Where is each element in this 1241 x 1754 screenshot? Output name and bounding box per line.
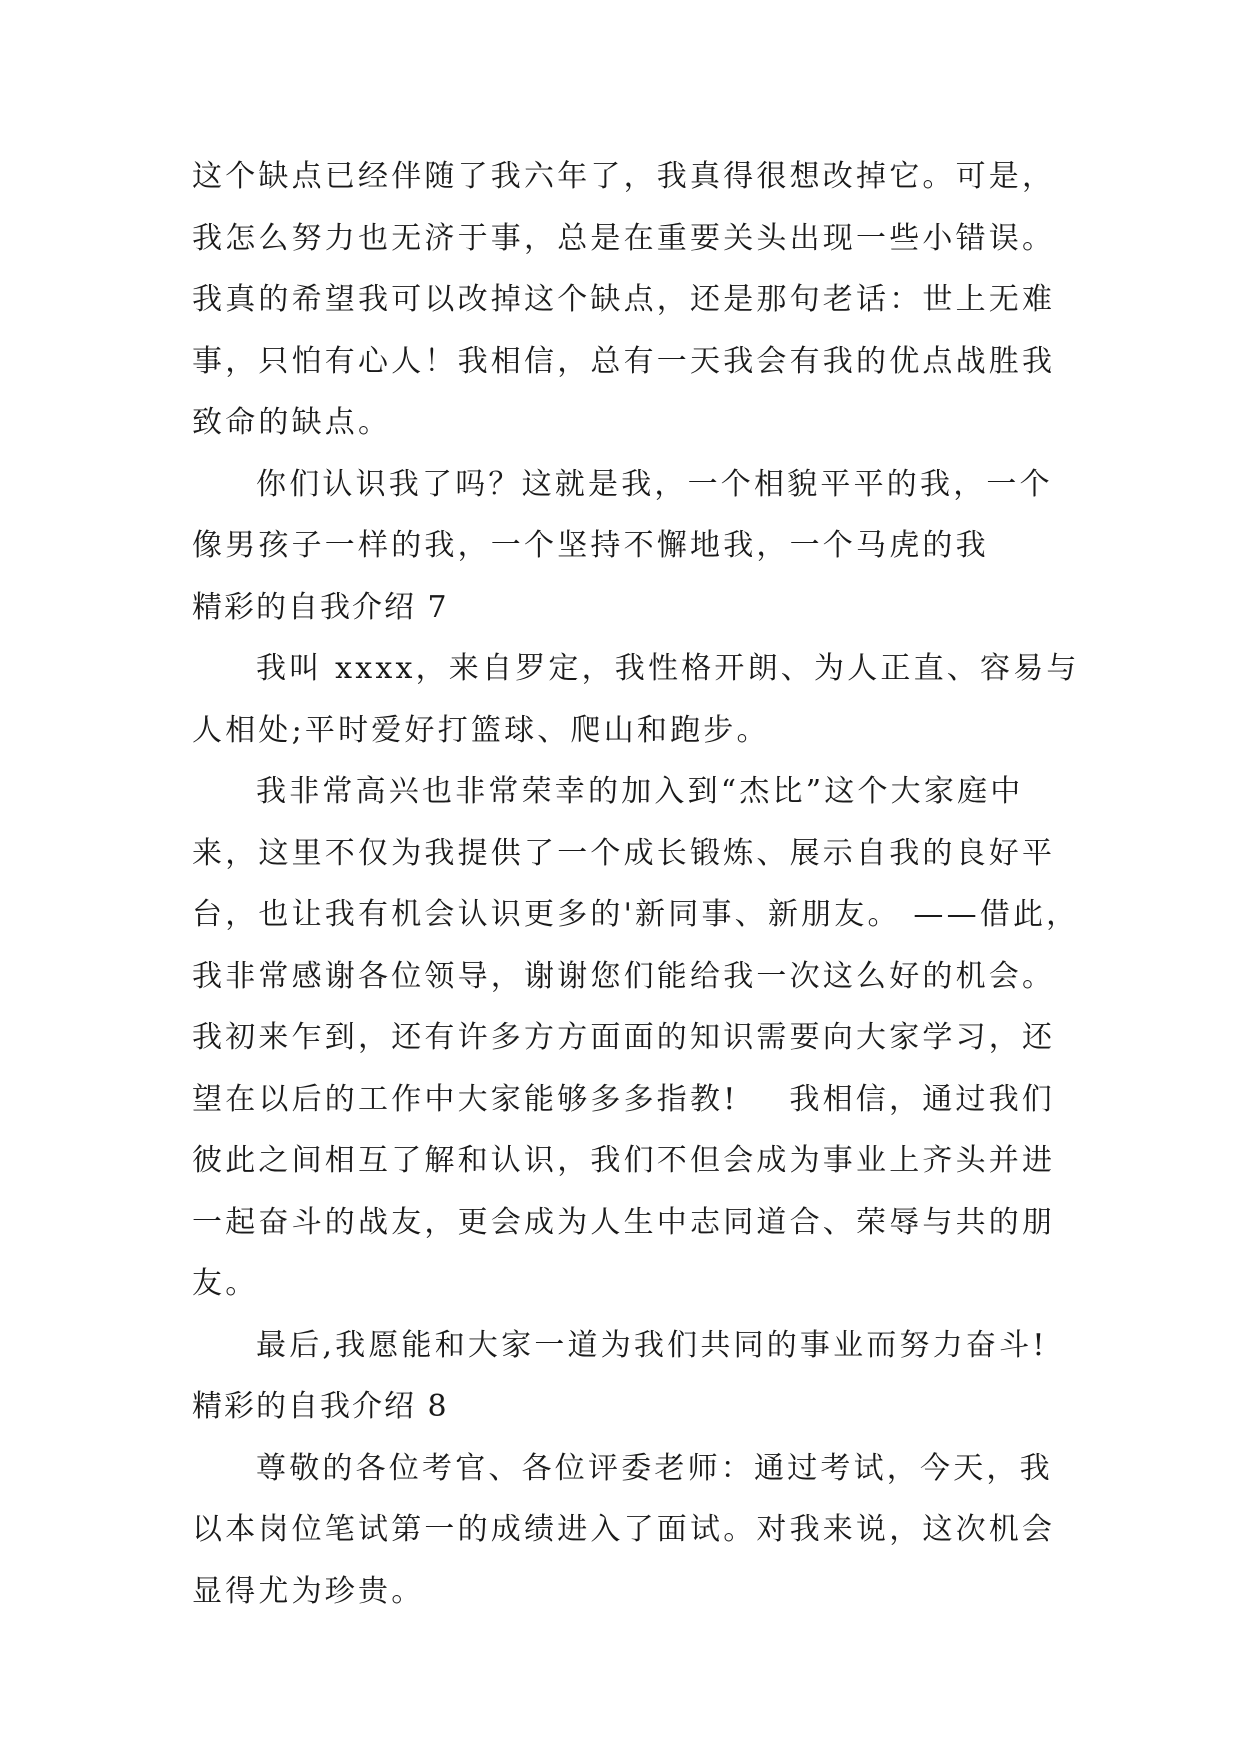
text-line: 我初来乍到，还有许多方方面面的知识需要向大家学习，还 <box>192 1020 1056 1055</box>
text-line: 我真的希望我可以改掉这个缺点，还是那句老话：世上无难 <box>192 282 1056 317</box>
text-line: 这个缺点已经伴随了我六年了，我真得很想改掉它。可是， <box>192 159 1056 194</box>
paragraph-first-line: 我非常高兴也非常荣幸的加入到“杰比”这个大家庭中 <box>256 774 1024 809</box>
text-line: 台，也让我有机会认识更多的'新同事、新朋友。 ——借此， <box>192 897 1080 932</box>
paragraph-first-line: 尊敬的各位考官、各位评委老师：通过考试，今天，我 <box>256 1450 1053 1486</box>
section-heading: 精彩的自我介绍 8 <box>192 1389 449 1424</box>
text-line: 望在以后的工作中大家能够多多指教! 我相信，通过我们 <box>192 1081 1055 1117</box>
section-heading: 精彩的自我介绍 7 <box>192 589 449 625</box>
text-line: 以本岗位笔试第一的成绩进入了面试。对我来说，这次机会 <box>192 1512 1056 1547</box>
text-line: 我非常感谢各位领导，谢谢您们能给我一次这么好的机会。 <box>192 958 1056 994</box>
text-line: 一起奋斗的战友，更会成为人生中志同道合、荣辱与共的朋 <box>192 1204 1056 1240</box>
text-line: 事，只怕有心人！我相信，总有一天我会有我的优点战胜我 <box>192 343 1056 379</box>
paragraph-first-line: 你们认识我了吗？这就是我，一个相貌平平的我，一个 <box>256 466 1053 502</box>
text-line: 彼此之间相互了解和认识，我们不但会成为事业上齐头并进 <box>192 1143 1056 1178</box>
text-line: 来，这里不仅为我提供了一个成长锻炼、展示自我的良好平 <box>192 835 1056 871</box>
paragraph-first-line: 我叫 xxxx，来自罗定，我性格开朗、为人正直、容易与 <box>256 651 1080 686</box>
document-body <box>192 159 1080 1638</box>
text-line: 我怎么努力也无济于事，总是在重要关头出现一些小错误。 <box>192 220 1056 256</box>
text-line: 显得尤为珍贵。 <box>192 1573 425 1609</box>
text-line: 人相处;平时爱好打篮球、爬山和跑步。 <box>192 712 770 748</box>
paragraph-first-line: 最后,我愿能和大家一道为我们共同的事业而努力奋斗! <box>256 1327 1048 1363</box>
text-line: 像男孩子一样的我，一个坚持不懈地我，一个马虎的我 <box>192 528 989 563</box>
text-line: 友。 <box>192 1266 259 1301</box>
text-line: 致命的缺点。 <box>192 405 392 440</box>
